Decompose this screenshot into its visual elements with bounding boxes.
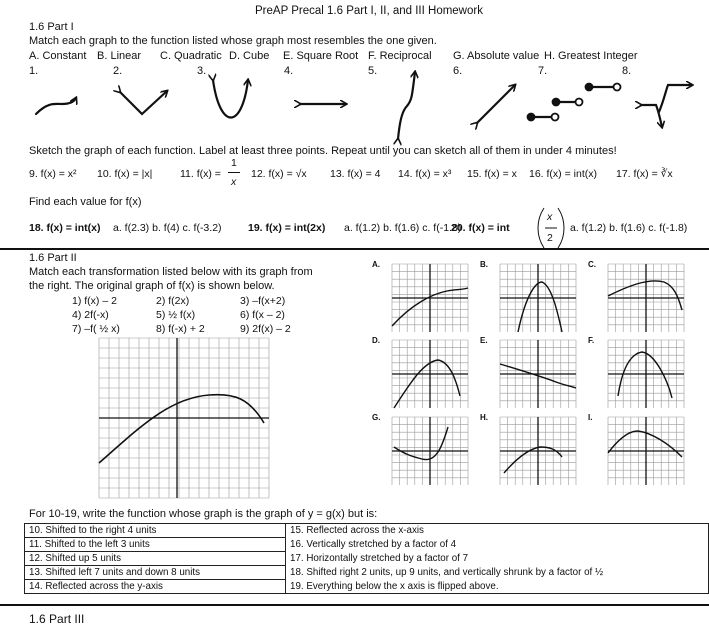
part1-instruction: Match each graph to the function listed whose graph most resembles the one given. <box>29 35 437 47</box>
transformed-curve <box>608 281 682 310</box>
graph-label-a: A. <box>372 260 380 269</box>
table-cell-18: 18. Shifted right 2 units, up 9 units, and vertically shrunk by a factor of ½ <box>286 566 709 580</box>
find-instruction: Find each value for f(x) <box>29 196 142 208</box>
graph-h <box>500 417 576 485</box>
transformed-curve <box>618 352 672 398</box>
choice-f: F. Reciprocal <box>368 50 432 62</box>
number-3: 3. <box>197 65 207 77</box>
q19-function: 19. f(x) = int(2x) <box>248 222 326 234</box>
sketch-2-vee <box>120 91 167 114</box>
table-row <box>25 552 709 566</box>
fraction-numerator: 1 <box>231 157 237 169</box>
transform-8: 8) f(-x) + 2 <box>156 323 205 335</box>
transform-9: 9) 2f(x) – 2 <box>240 323 291 335</box>
table-row <box>25 580 709 594</box>
sketch-fn-16: 16. f(x) = int(x) <box>529 168 597 180</box>
sketch-8-upper <box>659 85 692 112</box>
table-row <box>25 538 709 552</box>
graph-b <box>500 264 576 332</box>
q18-function: 18. f(x) = int(x) <box>29 222 101 234</box>
fraction-denominator: x <box>231 176 237 188</box>
graph-label-c: C. <box>588 260 596 269</box>
part2-instruction-1: Match each transformation listed below with its graph from <box>29 266 313 278</box>
number-4: 4. <box>284 65 294 77</box>
page-title: PreAP Precal 1.6 Part I, II, and III Homework <box>255 5 483 17</box>
transform-2: 2) f(2x) <box>156 295 190 307</box>
number-2: 2. <box>113 65 123 77</box>
number-1: 1. <box>29 65 39 77</box>
choice-g: G. Absolute value <box>453 50 540 62</box>
graph-label-e: E. <box>480 336 488 345</box>
part1-heading: 1.6 Part I <box>29 21 74 33</box>
transform-6: 6) f(x – 2) <box>240 309 285 321</box>
graph-label-i: I. <box>588 413 593 422</box>
graph-label-b: B. <box>480 260 488 269</box>
table-cell-11: 11. Shifted to the left 3 units <box>25 538 286 552</box>
transform-7: 7) –f( ½ x) <box>72 323 120 335</box>
sketch-fn-14: 14. f(x) = x³ <box>398 168 452 180</box>
sketch-fn-15: 15. f(x) = x <box>467 168 517 180</box>
sketch-3-parabola <box>213 80 248 118</box>
graph-c <box>608 264 684 332</box>
transformation-table <box>24 523 709 594</box>
graph-e <box>500 340 576 408</box>
sketch-fn-9: 9. f(x) = x² <box>29 168 77 180</box>
graph-g <box>392 417 468 485</box>
choice-a: A. Constant <box>29 50 87 62</box>
table-cell-14: 14. Reflected across the y-axis <box>25 580 286 594</box>
part1-graph-sketches <box>0 60 709 140</box>
sketch-fn-13: 13. f(x) = 4 <box>330 168 381 180</box>
sketch-fn-12: 12. f(x) = √x <box>251 168 307 180</box>
q20-numerator: x <box>547 211 553 223</box>
table-intro: For 10-19, write the function whose graph is the graph of y = g(x) but is: <box>29 508 378 520</box>
transform-3: 3) –f(x+2) <box>240 295 286 307</box>
table-cell-15: 15. Reflected across the x-axis <box>286 524 709 538</box>
number-7: 7. <box>538 65 548 77</box>
graph-i <box>608 417 684 485</box>
q20-denominator: 2 <box>547 232 553 244</box>
graph-d <box>392 340 468 408</box>
choice-e: E. Square Root <box>283 50 359 62</box>
number-6: 6. <box>453 65 463 77</box>
table-cell-10: 10. Shifted to the right 4 units <box>25 524 286 538</box>
sketch-fn-17: 17. f(x) = ∛x <box>616 168 673 180</box>
choice-h: H. Greatest Integer <box>544 50 638 62</box>
graph-label-g: G. <box>372 413 381 422</box>
graph-f <box>608 340 684 408</box>
sketch-1-curve <box>36 98 76 114</box>
transform-1: 1) f(x) – 2 <box>72 295 117 307</box>
number-5: 5. <box>368 65 378 77</box>
fraction-bar <box>228 172 240 173</box>
q20-parts: a. f(1.2) b. f(1.6) c. f(-1.8) <box>570 222 688 234</box>
part2-instruction-2: the right. The original graph of f(x) is shown below. <box>29 280 275 292</box>
choice-b: B. Linear <box>97 50 142 62</box>
table-cell-12: 12. Shifted up 5 units <box>25 552 286 566</box>
sketch-fn-11: 11. f(x) = <box>180 168 221 180</box>
sketch-5-cube <box>398 72 415 139</box>
part3-heading: 1.6 Part III <box>29 612 85 626</box>
q18-parts: a. f(2.3) b. f(4) c. f(-3.2) <box>113 222 222 234</box>
graph-label-f: F. <box>588 336 595 345</box>
q20-function: 20. f(x) = int <box>451 222 510 234</box>
section-divider-2 <box>0 604 709 606</box>
original-graph-fx <box>99 338 269 498</box>
part2-heading: 1.6 Part II <box>29 252 77 264</box>
q19-parts: a. f(1.2) b. f(1.6) c. f(-1.8) <box>344 222 462 234</box>
table-cell-13: 13. Shifted left 7 units and down 8 units <box>25 566 286 580</box>
transform-4: 4) 2f(-x) <box>72 309 109 321</box>
sketch-6-line <box>477 85 515 123</box>
graph-label-h: H. <box>480 413 488 422</box>
table-cell-19: 19. Everything below the x axis is flipped above. <box>286 580 709 594</box>
table-row <box>25 566 709 580</box>
transform-5: 5) ½ f(x) <box>156 309 196 321</box>
transformed-curve <box>608 431 682 457</box>
choice-d: D. Cube <box>229 50 270 62</box>
graph-a <box>392 264 468 332</box>
sketch-fn-10: 10. f(x) = |x| <box>97 168 153 180</box>
number-8: 8. <box>622 65 632 77</box>
section-divider-1 <box>0 248 709 250</box>
graph-label-d: D. <box>372 336 380 345</box>
table-cell-16: 16. Vertically stretched by a factor of 4 <box>286 538 709 552</box>
table-cell-17: 17. Horizontally stretched by a factor of 7 <box>286 552 709 566</box>
sketch-instruction: Sketch the graph of each function. Label at least three points. Repeat until you can sketch all of them in under 4 minutes! <box>29 145 617 157</box>
sketch-8-lower <box>641 105 662 127</box>
table-row <box>25 524 709 538</box>
choice-c: C. Quadratic <box>160 50 222 62</box>
